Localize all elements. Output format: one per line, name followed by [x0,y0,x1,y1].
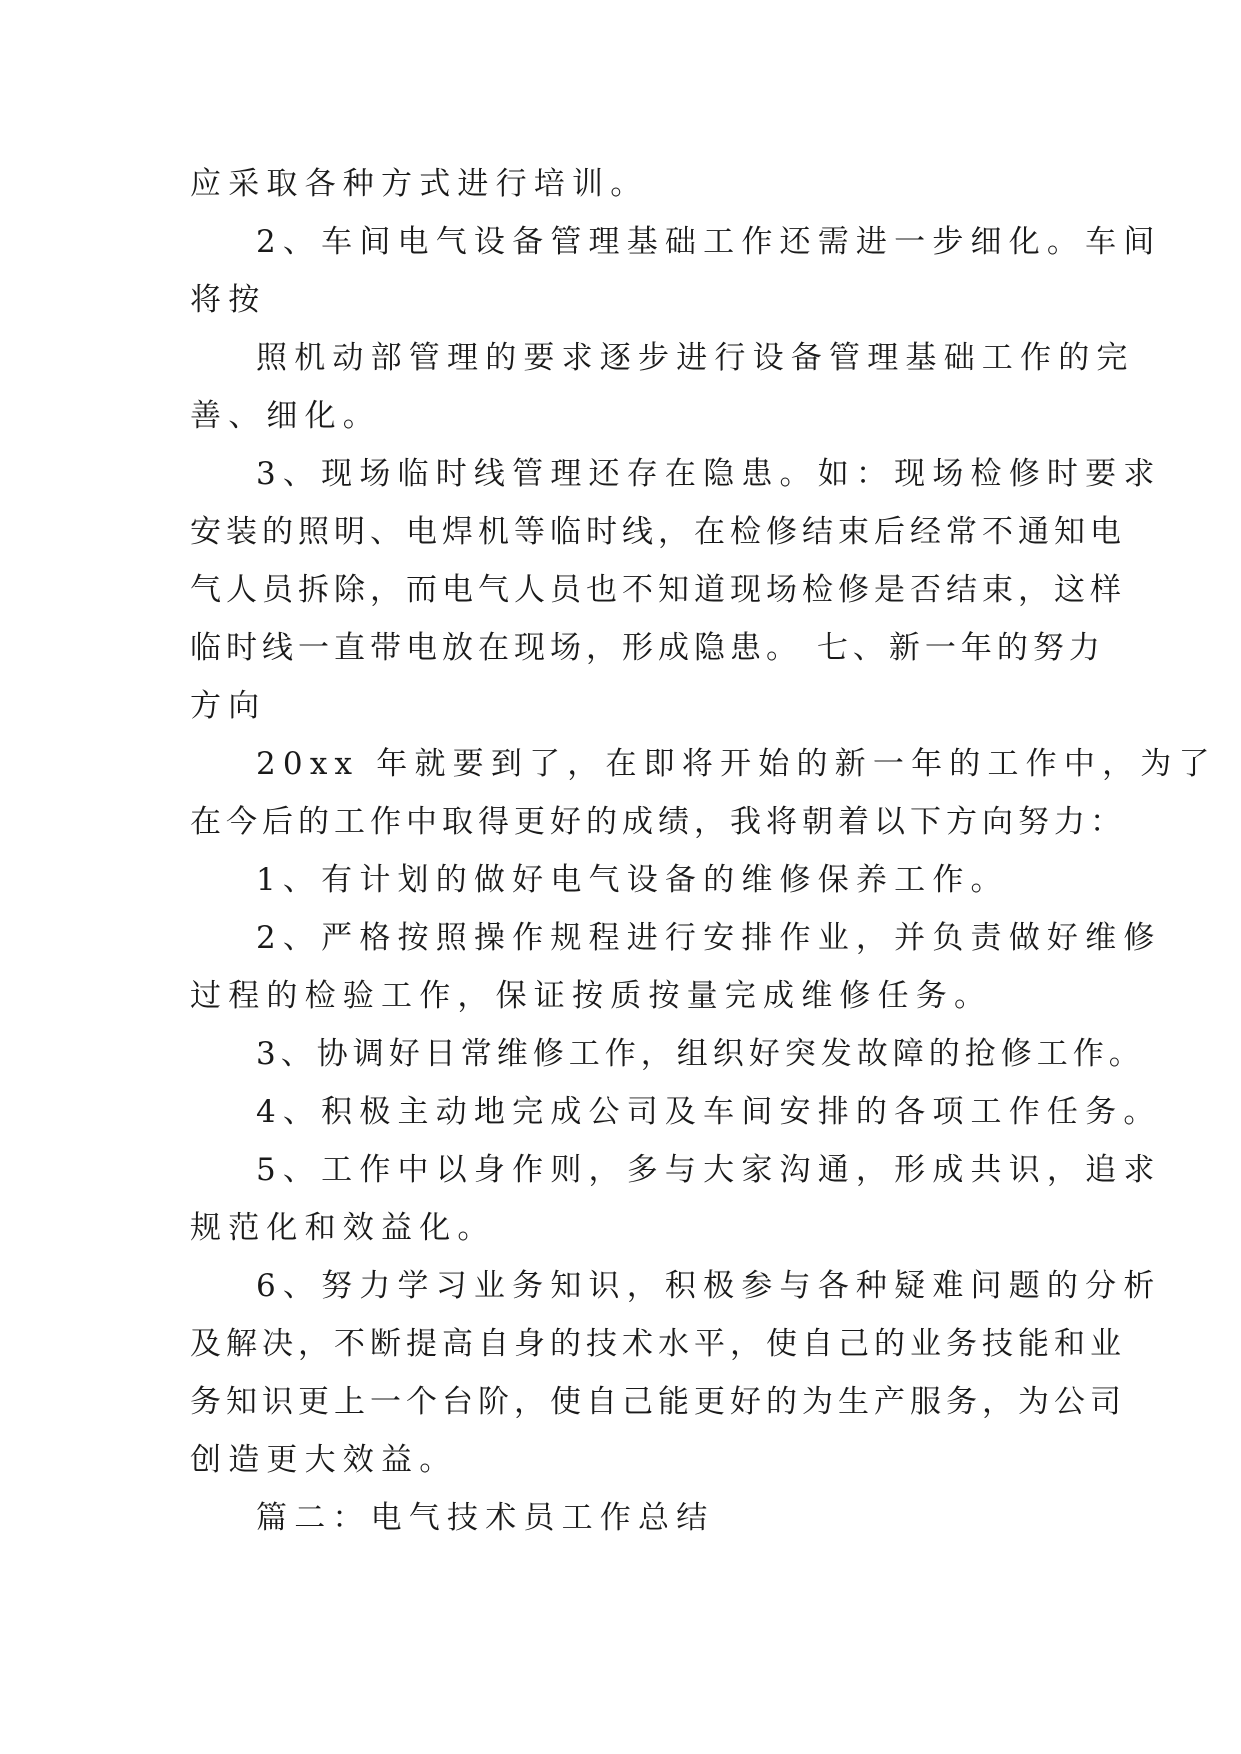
text-line: 在今后的工作中取得更好的成绩，我将朝着以下方向努力： [190,804,1126,840]
text-line: 气人员拆除，而电气人员也不知道现场检修是否结束，这样 [190,572,1126,608]
text-line: 应采取各种方式进行培训。 [190,166,649,202]
text-line: 4、积极主动地完成公司及车间安排的各项工作任务。 [256,1094,1162,1130]
text-line: 5、工作中以身作则，多与大家沟通，形成共识，追求 [256,1152,1162,1188]
text-line: 临时线一直带电放在现场，形成隐患。 七、新一年的努力 [190,630,1105,666]
text-line: 20xx 年就要到了，在即将开始的新一年的工作中，为了 [256,746,1217,782]
text-line: 6、努力学习业务知识，积极参与各种疑难问题的分析 [256,1268,1162,1304]
text-line: 1、有计划的做好电气设备的维修保养工作。 [256,862,1009,898]
section-heading: 篇二：电气技术员工作总结 [256,1500,715,1536]
text-line: 务知识更上一个台阶，使自己能更好的为生产服务，为公司 [190,1384,1126,1420]
text-line: 及解决，不断提高自身的技术水平，使自己的业务技能和业 [190,1326,1126,1362]
text-line: 2、车间电气设备管理基础工作还需进一步细化。车间 [256,224,1162,260]
text-line: 创造更大效益。 [190,1442,458,1478]
text-line: 善、细化。 [190,398,381,434]
text-line: 安装的照明、电焊机等临时线，在检修结束后经常不通知电 [190,514,1126,550]
text-line: 方向 [190,688,267,724]
text-line: 3、现场临时线管理还存在隐患。如：现场检修时要求 [256,456,1162,492]
text-line: 过程的检验工作，保证按质按量完成维修任务。 [190,978,993,1014]
text-line: 规范化和效益化。 [190,1210,496,1246]
text-line: 将按 [190,282,267,318]
text-line: 3、协调好日常维修工作，组织好突发故障的抢修工作。 [256,1036,1145,1072]
text-line: 2、严格按照操作规程进行安排作业，并负责做好维修 [256,920,1162,956]
text-line: 照机动部管理的要求逐步进行设备管理基础工作的完 [256,340,1135,376]
